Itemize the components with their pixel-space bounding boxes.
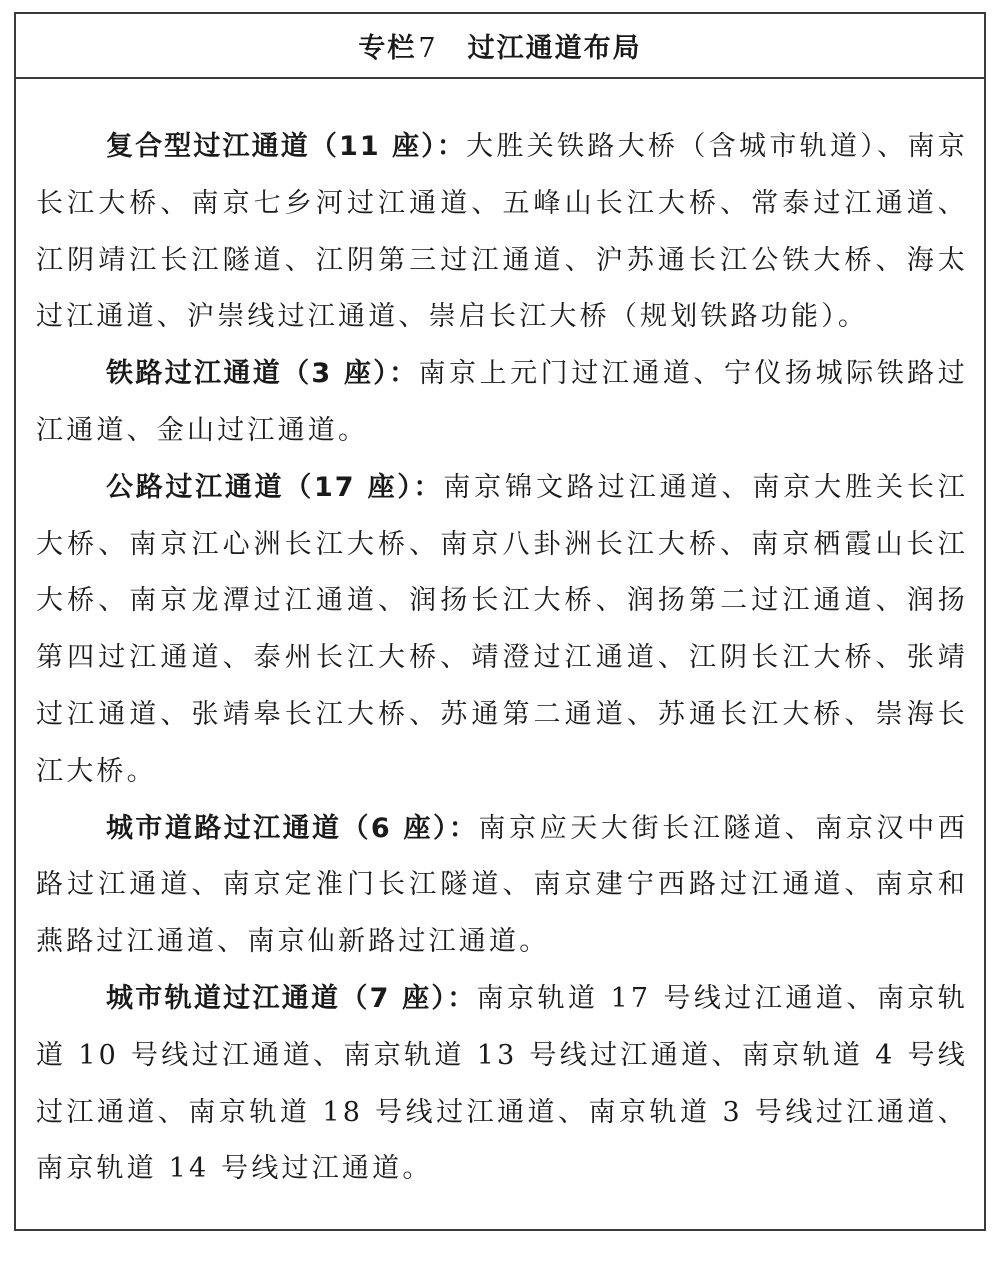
paragraph-text: 南京轨道 17 号线过江通道、南京轨道 10 号线过江通道、南京轨道 13 号线过江通道、南京轨道 4 号线过江通道、南京轨道 18 号线过江通道、南京轨道 3 号线过江通道、南京轨道 14 号线过江通道。 (36, 982, 969, 1185)
paragraph-highway-crossings (36, 460, 968, 801)
box-header (16, 14, 984, 79)
paragraph-text: 南京应天大街长江隧道、南京汉中西路过江通道、南京定淮门长江隧道、南京建宁西路过江通道、南京和燕路过江通道、南京仙新路过江通道。 (36, 812, 968, 958)
paragraph-heading: 城市道路过江通道（6 座）： (106, 812, 479, 844)
paragraph-heading: 复合型过江通道（11 座）： (106, 131, 467, 162)
paragraph-urban-road-crossings (36, 801, 968, 971)
box-title-number: 7 (418, 33, 438, 64)
paragraph-heading: 城市轨道过江通道（7 座）： (106, 982, 477, 1014)
paragraph-text: 南京锦文路过江通道、南京大胜关长江大桥、南京江心洲长江大桥、南京八卦洲长江大桥、南京栖霞山长江大桥、南京龙潭过江通道、润扬长江大桥、润扬第二过江通道、润扬第四过江通道、泰州长江大桥、靖澄过江通道、江阴长江大桥、张靖过江通道、张靖皋长江大桥、苏通第二通道、苏通长江大桥、崇海长江大桥。 (36, 471, 968, 787)
paragraph-railway-crossings (36, 346, 968, 460)
paragraph-text: 南京上元门过江通道、宁仪扬城际铁路过江通道、金山过江通道。 (36, 358, 968, 446)
box-body (16, 79, 984, 1198)
paragraph-text: 大胜关铁路大桥（含城市轨道）、南京长江大桥、南京七乡河过江通道、五峰山长江大桥、常泰过江通道、江阴靖江长江隧道、江阴第三过江通道、沪苏通长江公铁大桥、海太过江通道、沪崇线过江通道、崇启长江大桥（规划铁路功能）。 (36, 131, 968, 333)
box-title-text: 过江通道布局 (467, 33, 642, 64)
box-title (358, 26, 641, 65)
paragraph-heading: 铁路过江通道（3 座）： (106, 358, 419, 390)
paragraph-urban-rail-crossings (36, 971, 968, 1198)
paragraph-composite-crossings (36, 119, 968, 346)
box-title-prefix: 专栏 (358, 33, 417, 64)
paragraph-heading: 公路过江通道（17 座）： (106, 471, 444, 503)
info-box (14, 12, 986, 1231)
